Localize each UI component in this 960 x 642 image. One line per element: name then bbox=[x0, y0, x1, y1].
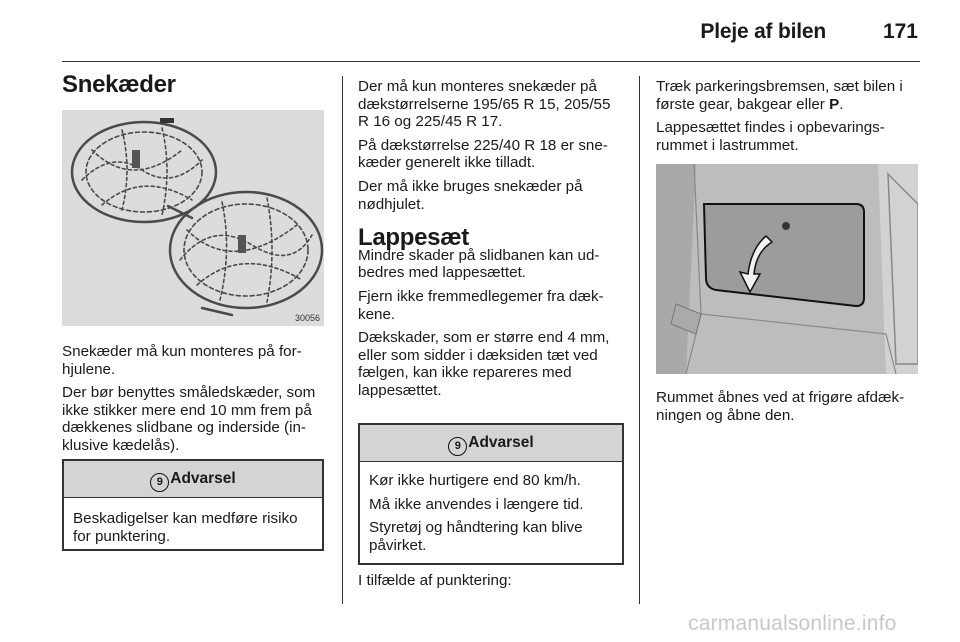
column-2 bbox=[358, 78, 624, 406]
column-divider-1 bbox=[342, 76, 343, 604]
warning-icon: 9 bbox=[150, 473, 169, 492]
section-title-snow-chains: Snekæder bbox=[62, 71, 176, 98]
paragraph: Rummet åbnes ved at frigøre afdæk-ningen og åbne den. bbox=[656, 389, 905, 424]
paragraph: I tilfælde af punktering: bbox=[358, 572, 512, 589]
warning-icon: 9 bbox=[448, 437, 467, 456]
warning-text: Må ikke anvendes i længere tid. bbox=[369, 495, 584, 513]
gear-label: P bbox=[829, 95, 840, 113]
warning-text: Beskadigelser kan medføre risiko for punktering. bbox=[73, 510, 298, 545]
snow-chains-text bbox=[62, 343, 324, 461]
paragraph: Mindre skader på slidbanen kan ud-bedres med lappesættet. bbox=[358, 246, 600, 282]
warning-box-1 bbox=[62, 459, 324, 551]
warning-body bbox=[64, 498, 322, 557]
paragraph: Der må ikke bruges snekæder på nødhjulet. bbox=[358, 177, 583, 213]
paragraph bbox=[656, 78, 922, 113]
snow-chains-illustration bbox=[62, 110, 324, 326]
paragraph: Lappesættet findes i opbevarings-rummet i lastrummet. bbox=[656, 119, 885, 154]
warning-text: Styretøj og håndtering kan blive påvirket. bbox=[369, 519, 583, 554]
figure-code: 30056 bbox=[294, 313, 320, 323]
closing-text bbox=[358, 572, 624, 596]
page-number: 171 bbox=[882, 20, 918, 43]
cargo-compartment-drawing bbox=[656, 164, 918, 374]
warning-text: Kør ikke hurtigere end 80 km/h. bbox=[369, 472, 581, 489]
cargo-compartment-photo bbox=[656, 164, 918, 374]
paragraph: Dækskader, som er større end 4 mm, eller som sidder i dæksiden tæt ved fælgen, kan ikke repareres med lappesættet. bbox=[358, 329, 610, 399]
warning-box-2 bbox=[358, 423, 624, 565]
warning-body bbox=[360, 462, 622, 566]
paragraph: Fjern ikke fremmedlegemer fra dæk-kene. bbox=[358, 287, 604, 323]
watermark: carmanualsonline.info bbox=[688, 612, 897, 635]
page-header-title: Pleje af bilen bbox=[700, 20, 826, 43]
column-1 bbox=[62, 71, 324, 98]
warning-title: Advarsel bbox=[170, 470, 236, 487]
paragraph: Der må kun monteres snekæder på dækstørrelserne 195/65 R 15, 205/55 R 16 og 225/45 R 17. bbox=[358, 78, 611, 131]
snow-chains-drawing bbox=[62, 110, 324, 326]
section-title-repair-kit: Lappesæt bbox=[358, 224, 469, 252]
warning-title: Advarsel bbox=[468, 434, 534, 451]
column-divider-2 bbox=[639, 76, 640, 604]
text-run: . bbox=[839, 95, 844, 113]
column-3 bbox=[656, 78, 922, 160]
header-divider bbox=[62, 61, 920, 62]
paragraph: Der bør benyttes småledskæder, som ikke stikker mere end 10 mm frem på dækkenes slidbane og inderside (in-klusive kædelås). bbox=[62, 384, 316, 454]
text-run: Træk parkeringsbremsen, sæt bilen i første gear, bakgear eller bbox=[656, 78, 903, 113]
column-3-bottom bbox=[656, 389, 922, 430]
paragraph: På dækstørrelse 225/40 R 18 er sne-kæder generelt ikke tilladt. bbox=[358, 136, 608, 172]
warning-header bbox=[64, 461, 322, 498]
warning-header bbox=[360, 425, 622, 462]
paragraph: Snekæder må kun monteres på for-hjulene. bbox=[62, 343, 302, 378]
